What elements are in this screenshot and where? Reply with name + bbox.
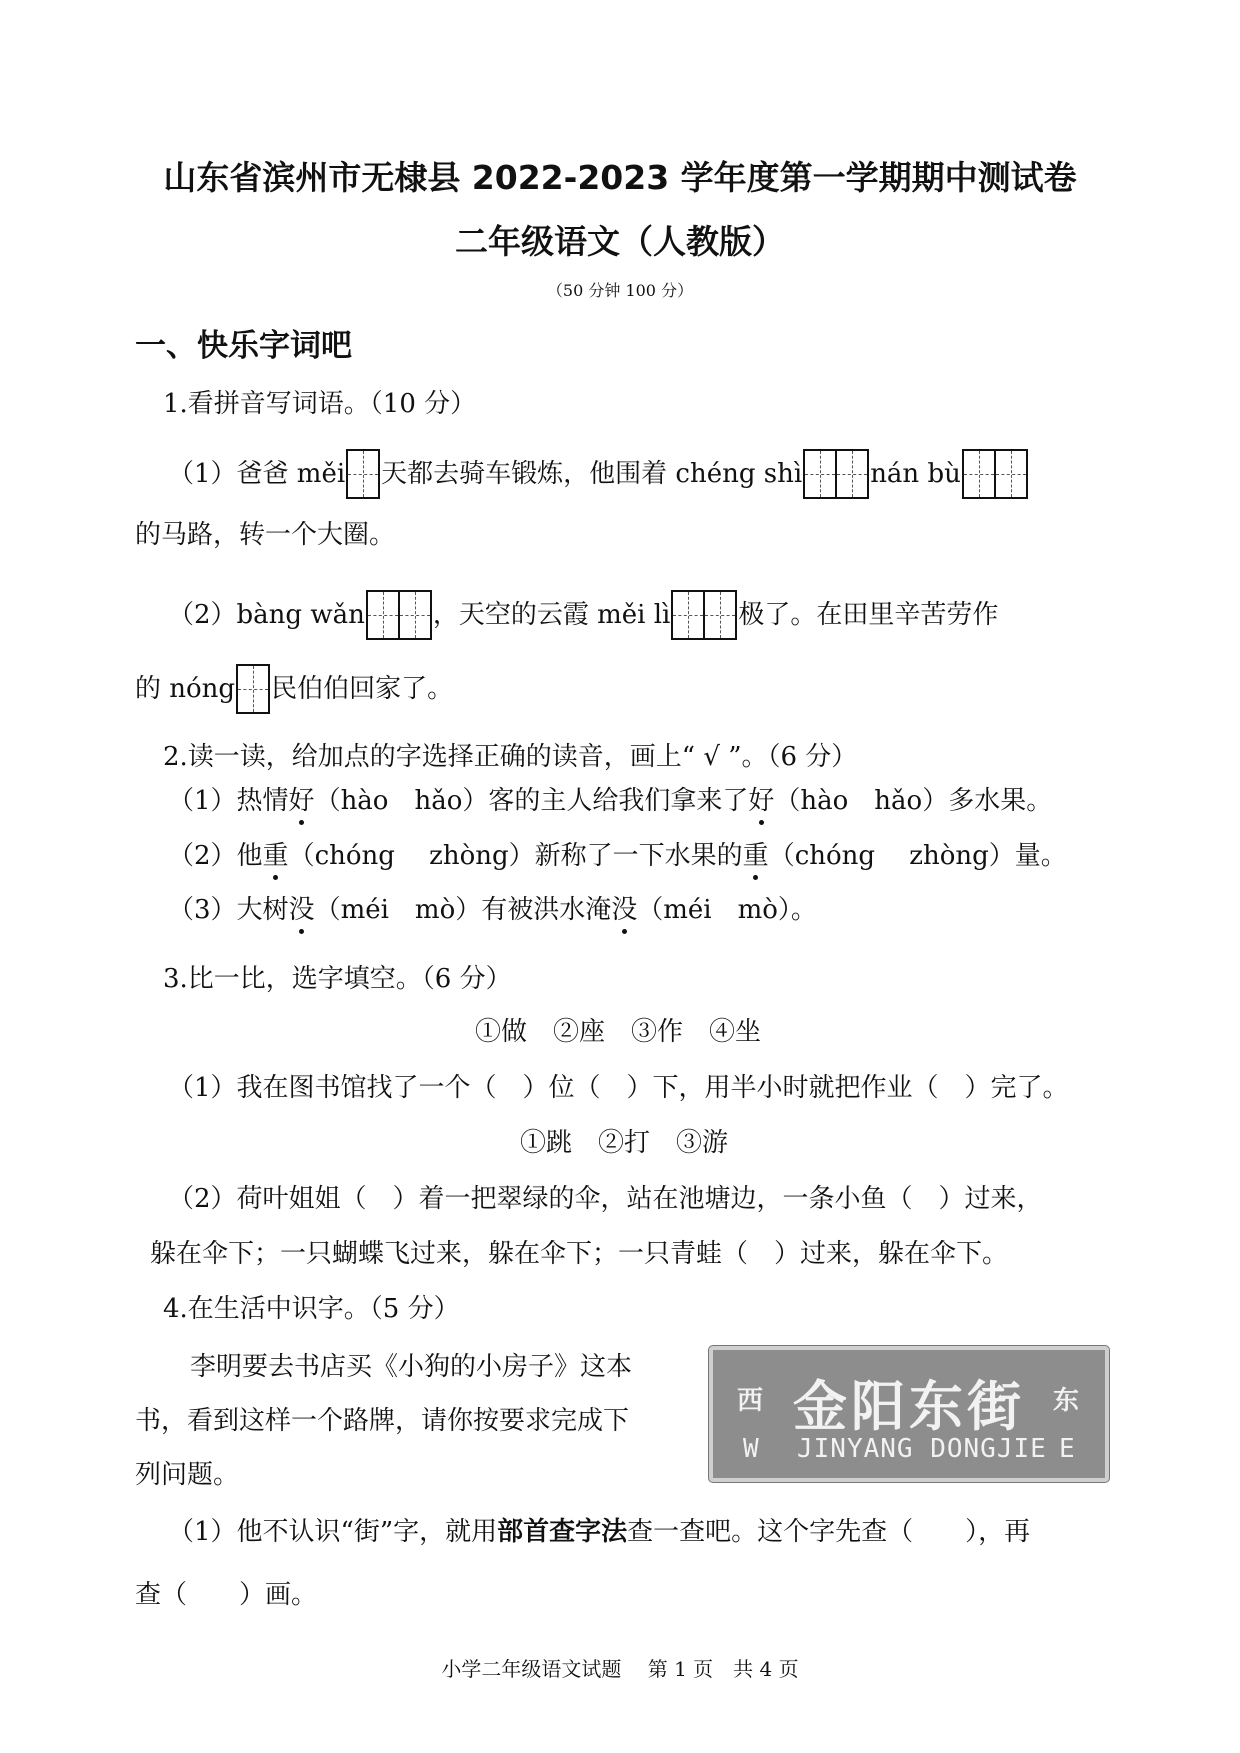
- sign-street-name: 金阳东街: [793, 1375, 1025, 1438]
- text: （2）他: [168, 841, 263, 871]
- question-1-line-2-cont: [135, 664, 453, 714]
- question-3-options-1: ①做 ②座 ③作 ④坐: [475, 1017, 762, 1047]
- text: （2）bàng wǎn: [168, 600, 365, 630]
- text[interactable]: 查一查吧。这个字先查（ ），再: [627, 1517, 1031, 1547]
- writing-grid[interactable]: [803, 449, 869, 499]
- dotted-char: 好: [748, 786, 775, 816]
- question-1-line-1-cont: 的马路，转一个大圈。: [135, 520, 396, 550]
- sign-e: E: [1059, 1434, 1075, 1464]
- text[interactable]: （hào hǎo）多水果。: [774, 786, 1053, 816]
- dotted-char: 重: [262, 841, 289, 871]
- question-1-line-2: [168, 590, 998, 640]
- bold-term: 部首查字法: [497, 1517, 628, 1547]
- question-3-sentence-2-cont[interactable]: 躲在伞下；一只蝴蝶飞过来，躲在伞下；一只青蛙（ ）过来，躲在伞下。: [150, 1239, 1009, 1269]
- text[interactable]: （hào hǎo）客的主人给我们拿来了: [314, 786, 749, 816]
- question-4-sub-1-cont[interactable]: 查（ ）画。: [135, 1580, 318, 1610]
- sign-east-char: 东: [1053, 1386, 1080, 1416]
- question-4-stem: 4.在生活中识字。（5 分）: [163, 1294, 460, 1324]
- question-4-intro-2: 书，看到这样一个路牌，请你按要求完成下: [135, 1406, 630, 1436]
- writing-grid[interactable]: [236, 664, 270, 714]
- question-2-stem: 2.读一读，给加点的字选择正确的读音，画上“ √ ”。（6 分）: [163, 742, 858, 772]
- question-3-options-2: ①跳 ②打 ③游: [520, 1128, 729, 1158]
- text: ，天空的云霞 měi lì: [432, 600, 671, 630]
- text: 极了。在田里辛苦劳作: [738, 600, 999, 630]
- exam-meta: （50 分钟 100 分）: [546, 281, 694, 300]
- text: 天都去骑车锻炼，他围着 chéng shì: [381, 459, 803, 489]
- text: 民伯伯回家了。: [271, 674, 454, 704]
- exam-title: 山东省滨州市无棣县 2022-2023 学年度第一学期期中测试卷: [163, 158, 1077, 197]
- street-sign-image: [709, 1346, 1109, 1482]
- question-1-stem: 1.看拼音写词语。（10 分）: [163, 389, 477, 419]
- question-4-intro-3: 列问题。: [135, 1460, 240, 1490]
- exam-subtitle: 二年级语文（人教版）: [455, 222, 785, 261]
- question-2-item-1: [168, 784, 1052, 818]
- question-3-sentence-1[interactable]: （1）我在图书馆找了一个（ ）位（ ）下，用半小时就把作业（ ）完了。: [168, 1073, 1069, 1103]
- page-footer: 小学二年级语文试题 第 1 页 共 4 页: [441, 1657, 799, 1681]
- dotted-char: 重: [742, 841, 769, 871]
- sign-west-char: 西: [737, 1386, 764, 1416]
- text[interactable]: （chóng zhòng）量。: [768, 841, 1067, 871]
- text[interactable]: （méi mò）。: [637, 895, 817, 925]
- dotted-char: 没: [611, 895, 638, 925]
- writing-grid[interactable]: [366, 590, 432, 640]
- text: 的 nóng: [135, 674, 236, 704]
- question-3-stem: 3.比一比，选字填空。（6 分）: [163, 964, 512, 994]
- text: （3）大树: [168, 895, 289, 925]
- sign-w: W: [743, 1434, 759, 1464]
- writing-grid[interactable]: [962, 449, 1028, 499]
- text[interactable]: （méi mò）有被洪水淹: [314, 895, 612, 925]
- text[interactable]: （chóng zhòng）新称了一下水果的: [288, 841, 743, 871]
- question-4-sub-1: [168, 1515, 1030, 1549]
- question-4-intro-1: 李明要去书店买《小狗的小房子》这本: [190, 1352, 633, 1382]
- question-2-item-3: [168, 893, 817, 927]
- text: （1）热情: [168, 786, 289, 816]
- text: （1）他不认识“街”字，就用: [168, 1517, 498, 1547]
- sign-pinyin: JINYANG DONGJIE: [797, 1434, 1047, 1464]
- dotted-char: 好: [288, 786, 315, 816]
- text: （1）爸爸 měi: [168, 459, 346, 489]
- writing-grid[interactable]: [346, 449, 380, 499]
- writing-grid[interactable]: [671, 590, 737, 640]
- text: nán bù: [870, 459, 961, 489]
- question-1-line-1: [168, 449, 1029, 499]
- section-heading: 一、快乐字词吧: [135, 328, 352, 364]
- dotted-char: 没: [288, 895, 315, 925]
- question-2-item-2: [168, 839, 1067, 873]
- question-3-sentence-2[interactable]: （2）荷叶姐姐（ ）着一把翠绿的伞，站在池塘边，一条小鱼（ ）过来，: [168, 1184, 1043, 1214]
